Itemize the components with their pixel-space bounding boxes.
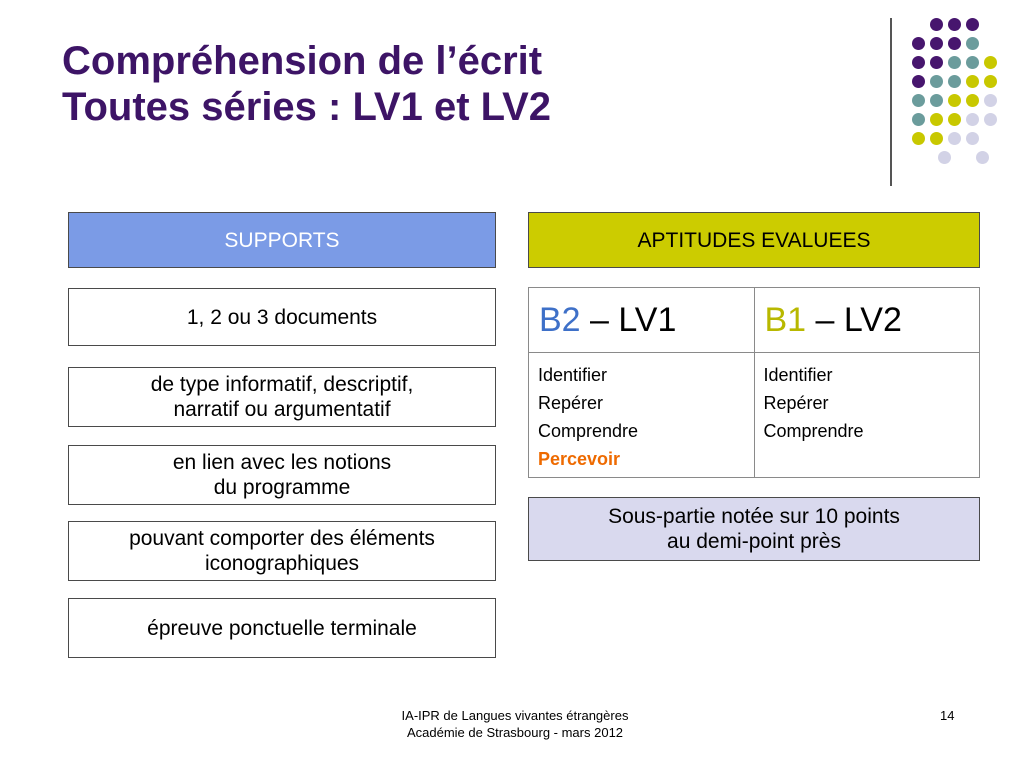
- decorative-dot: [930, 113, 943, 126]
- decorative-dot: [938, 151, 951, 164]
- skill-item: Identifier: [538, 365, 608, 385]
- decorative-dot: [912, 113, 925, 126]
- decorative-dot: [912, 94, 925, 107]
- skill-item: Repérer: [763, 393, 829, 413]
- decorative-dot: [966, 75, 979, 88]
- decorative-dot: [966, 94, 979, 107]
- support-box-exam: épreuve ponctuelle terminale: [68, 598, 496, 658]
- decorative-dot: [948, 94, 961, 107]
- decorative-dot: [984, 113, 997, 126]
- skill-item-highlighted: Percevoir: [538, 449, 621, 469]
- decorative-dot: [948, 18, 961, 31]
- decorative-dot: [912, 56, 925, 69]
- decorative-dot: [930, 56, 943, 69]
- decorative-dot: [966, 132, 979, 145]
- decorative-dot: [948, 75, 961, 88]
- decorative-dot: [948, 132, 961, 145]
- b1-lv2-header: B1 – LV2: [754, 288, 980, 353]
- decorative-dot: [948, 113, 961, 126]
- decorative-dot: [912, 132, 925, 145]
- decorative-dot-pattern: [900, 14, 1016, 190]
- scoring-note: Sous-partie notée sur 10 points au demi-point près: [528, 497, 980, 561]
- title-line-1: Compréhension de l’écrit: [62, 39, 543, 83]
- decorative-divider: [890, 18, 892, 186]
- decorative-dot: [930, 37, 943, 50]
- decorative-dot: [930, 94, 943, 107]
- decorative-dot: [948, 37, 961, 50]
- aptitudes-table: [528, 287, 980, 478]
- decorative-dot: [966, 56, 979, 69]
- b2-lv1-skills: [529, 353, 755, 478]
- skill-item: Identifier: [763, 365, 833, 385]
- decorative-dot: [930, 18, 943, 31]
- page-number: 14: [940, 708, 955, 723]
- support-box-documents: 1, 2 ou 3 documents: [68, 288, 496, 346]
- decorative-dot: [984, 56, 997, 69]
- decorative-dot: [930, 75, 943, 88]
- decorative-dot: [912, 37, 925, 50]
- skill-item: Repérer: [538, 393, 604, 413]
- decorative-dot: [966, 18, 979, 31]
- decorative-dot: [984, 75, 997, 88]
- skill-item: Comprendre: [763, 421, 864, 441]
- decorative-dot: [976, 151, 989, 164]
- decorative-dot: [966, 37, 979, 50]
- support-box-iconographic: pouvant comporter des éléments iconographiques: [68, 521, 496, 581]
- footer-text: IA-IPR de Langues vivantes étrangères Académie de Strasbourg - mars 2012: [401, 708, 629, 740]
- support-box-type: de type informatif, descriptif, narratif ou argumentatif: [68, 367, 496, 427]
- decorative-dot: [930, 132, 943, 145]
- decorative-dot: [966, 113, 979, 126]
- b1-lv2-skills: [754, 353, 980, 478]
- decorative-dot: [984, 94, 997, 107]
- supports-header: SUPPORTS: [68, 212, 496, 268]
- b2-lv1-header: B2 – LV1: [529, 288, 755, 353]
- aptitudes-header: APTITUDES EVALUEES: [528, 212, 980, 268]
- support-box-notions: en lien avec les notions du programme: [68, 445, 496, 505]
- slide-title: [62, 38, 551, 130]
- decorative-dot: [912, 75, 925, 88]
- title-line-2: Toutes séries : LV1 et LV2: [62, 85, 552, 129]
- skill-item: Comprendre: [538, 421, 639, 441]
- decorative-dot: [948, 56, 961, 69]
